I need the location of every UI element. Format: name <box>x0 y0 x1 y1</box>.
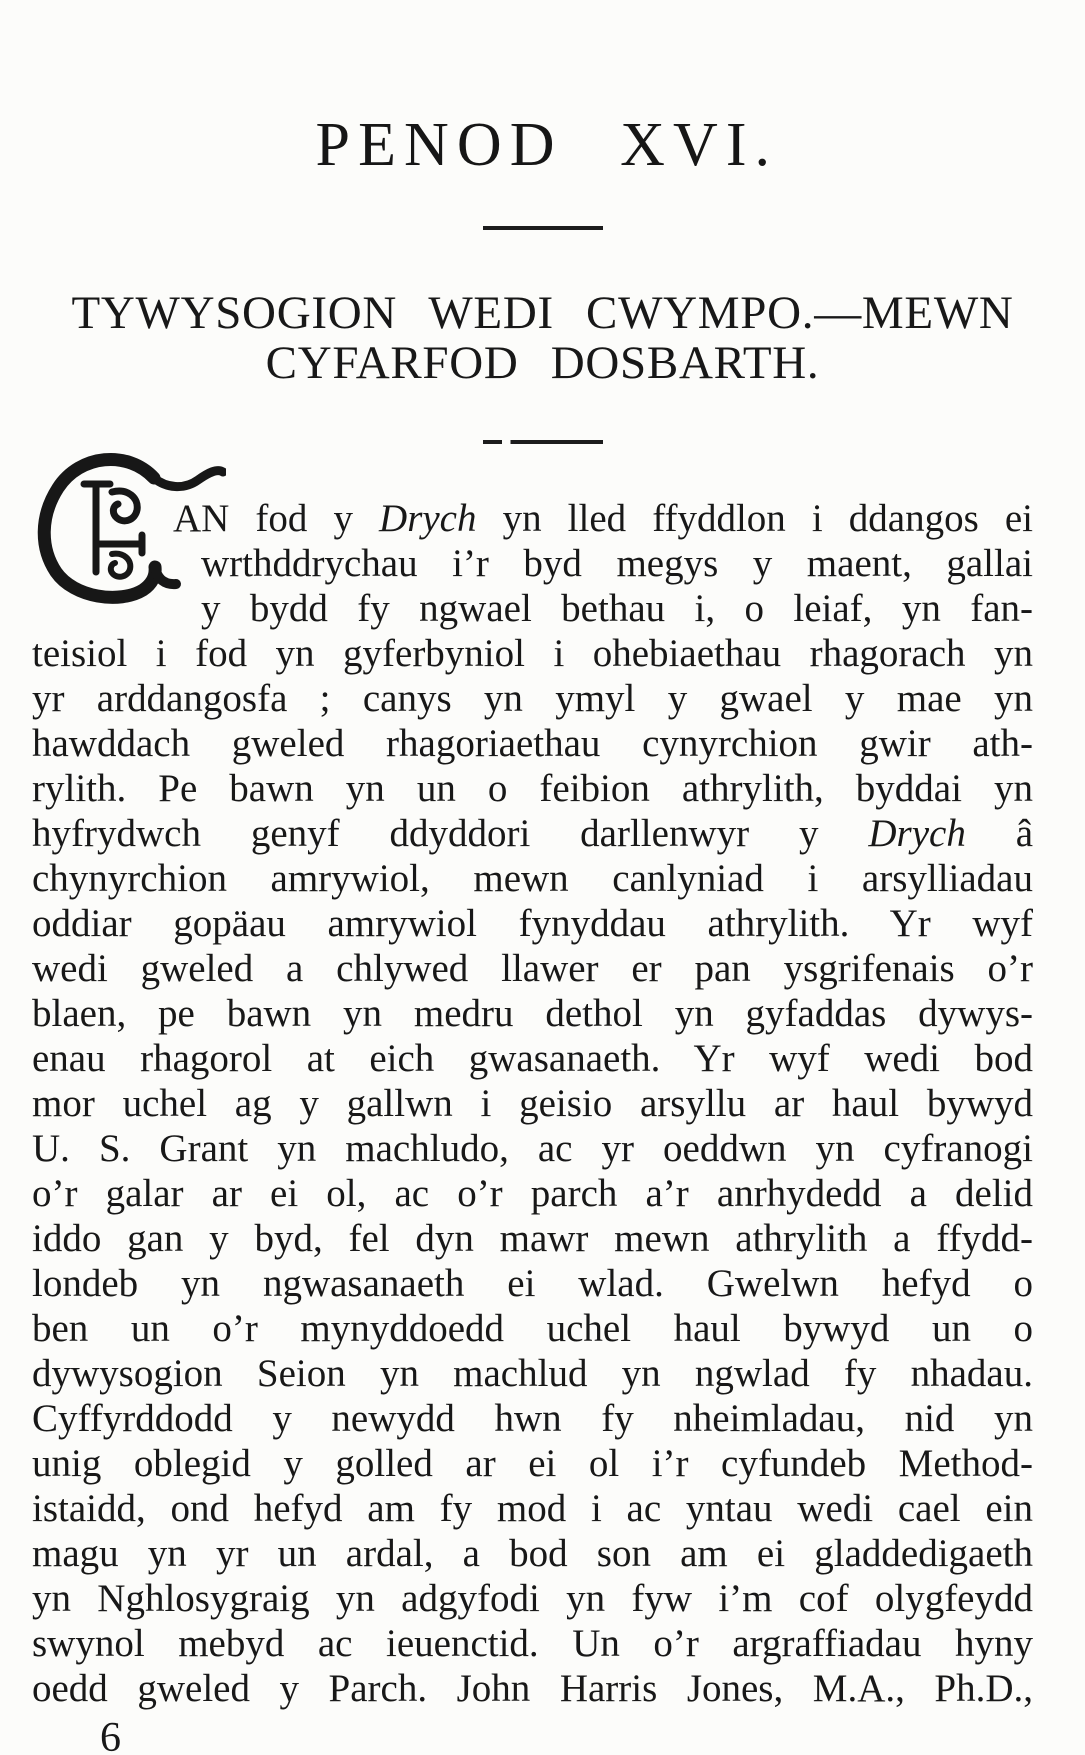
text-segment: AN fod y <box>173 497 380 540</box>
text-segment: yn lled ffyddlon i ddangos ei <box>476 497 1033 540</box>
text-line <box>32 1621 1033 1666</box>
text-segment: U. S. Grant yn machludo, ac yr oeddwn yn cyfranogi <box>32 1127 1033 1170</box>
text-line <box>32 901 1033 946</box>
text-segment: oddiar gopäau amrywiol fynyddau athrylith. Yr wyf <box>32 902 1033 945</box>
text-line <box>32 856 1033 901</box>
text-segment: swynol mebyd ac ieuenctid. Un o’r argraffiadau hyny <box>32 1622 1033 1665</box>
text-segment: chynyrchion amrywiol, mewn canlyniad i arsylliadau <box>32 857 1033 900</box>
text-segment: unig oblegid y golled ar ei ol i’r cyfundeb Method- <box>32 1442 1033 1485</box>
text-segment: istaidd, ond hefyd am fy mod i ac yntau wedi cael ein <box>32 1487 1033 1530</box>
chapter-heading: PENOD XVI. <box>315 111 779 179</box>
italic-text-segment: Drych <box>379 497 477 540</box>
text-line <box>32 496 1033 541</box>
text-segment: londeb yn ngwasanaeth ei wlad. Gwelwn hefyd o <box>32 1262 1033 1305</box>
text-segment: hawddach gweled rhagoriaethau cynyrchion gwir ath- <box>32 722 1033 765</box>
text-segment: wedi gweled a chlywed llawer er pan ysgrifenais o’r <box>32 947 1033 990</box>
text-line <box>32 1216 1033 1261</box>
text-segment: hyfrydwch genyf ddyddori darllenwyr y <box>32 812 869 855</box>
text-segment: yr arddangosfa ; canys yn ymyl y gwael y mae yn <box>32 677 1033 720</box>
text-segment: rylith. Pe bawn yn un o feibion athrylith, byddai yn <box>32 767 1033 810</box>
text-segment: yn Nghlosygraig yn adgyfodi yn fyw i’m cof olygfeydd <box>32 1577 1033 1620</box>
text-line <box>32 1126 1033 1171</box>
text-segment: mor uchel ag y gallwn i geisio arsyllu ar haul bywyd <box>32 1082 1033 1125</box>
text-segment: iddo gan y byd, fel dyn mawr mewn athrylith a ffydd- <box>32 1217 1033 1260</box>
text-line <box>32 1531 1033 1576</box>
text-line <box>32 1486 1033 1531</box>
italic-text-segment: Drych <box>868 812 966 855</box>
text-line <box>32 811 1033 856</box>
text-line <box>32 1666 1033 1711</box>
divider-rule-bottom <box>483 440 603 444</box>
text-line <box>32 1306 1033 1351</box>
text-line <box>32 991 1033 1036</box>
text-segment: blaen, pe bawn yn medru dethol yn gyfaddas dywys- <box>32 992 1033 1035</box>
text-line <box>32 1261 1033 1306</box>
text-segment: wrthddrychau i’r byd megys y maent, gallai <box>201 542 1033 585</box>
text-segment: ben un o’r mynyddoedd uchel haul bywyd un o <box>32 1307 1033 1350</box>
chapter-subtitle <box>0 288 1085 388</box>
subtitle-line-2: CYFARFOD DOSBARTH. <box>265 337 820 389</box>
text-line <box>32 1036 1033 1081</box>
text-line <box>32 541 1033 586</box>
text-line <box>32 631 1033 676</box>
text-segment: y bydd fy ngwael bethau i, o leiaf, yn fan- <box>201 587 1033 630</box>
text-segment: magu yn yr un ardal, a bod son am ei gladdedigaeth <box>32 1532 1033 1575</box>
text-line <box>32 1351 1033 1396</box>
text-line <box>32 586 1033 631</box>
text-segment: Cyffyrddodd y newydd hwn fy nheimladau, nid yn <box>32 1397 1033 1440</box>
text-segment: enau rhagorol at eich gwasanaeth. Yr wyf wedi bod <box>32 1037 1033 1080</box>
text-line <box>32 676 1033 721</box>
text-line <box>32 1081 1033 1126</box>
text-segment: teisiol i fod yn gyferbyniol i ohebiaethau rhagorach yn <box>32 632 1033 675</box>
text-line <box>32 1576 1033 1621</box>
text-segment: dywysogion Seion yn machlud yn ngwlad fy nhadau. <box>32 1352 1033 1395</box>
text-line <box>32 1171 1033 1216</box>
text-line <box>32 1441 1033 1486</box>
text-segment: o’r galar ar ei ol, ac o’r parch a’r anrhydedd a delid <box>32 1172 1033 1215</box>
text-line <box>32 766 1033 811</box>
body-text <box>32 496 1033 1711</box>
subtitle-line-1: TYWYSOGION WEDI CWYMPO.—MEWN <box>71 287 1014 339</box>
page-number: 6 <box>100 1715 121 1755</box>
text-segment: â <box>965 812 1034 855</box>
text-line <box>32 1396 1033 1441</box>
text-line <box>32 721 1033 766</box>
text-line <box>32 946 1033 991</box>
divider-rule-top <box>483 226 603 230</box>
text-segment: oedd gweled y Parch. John Harris Jones, M.A., Ph.D., <box>32 1667 1033 1710</box>
